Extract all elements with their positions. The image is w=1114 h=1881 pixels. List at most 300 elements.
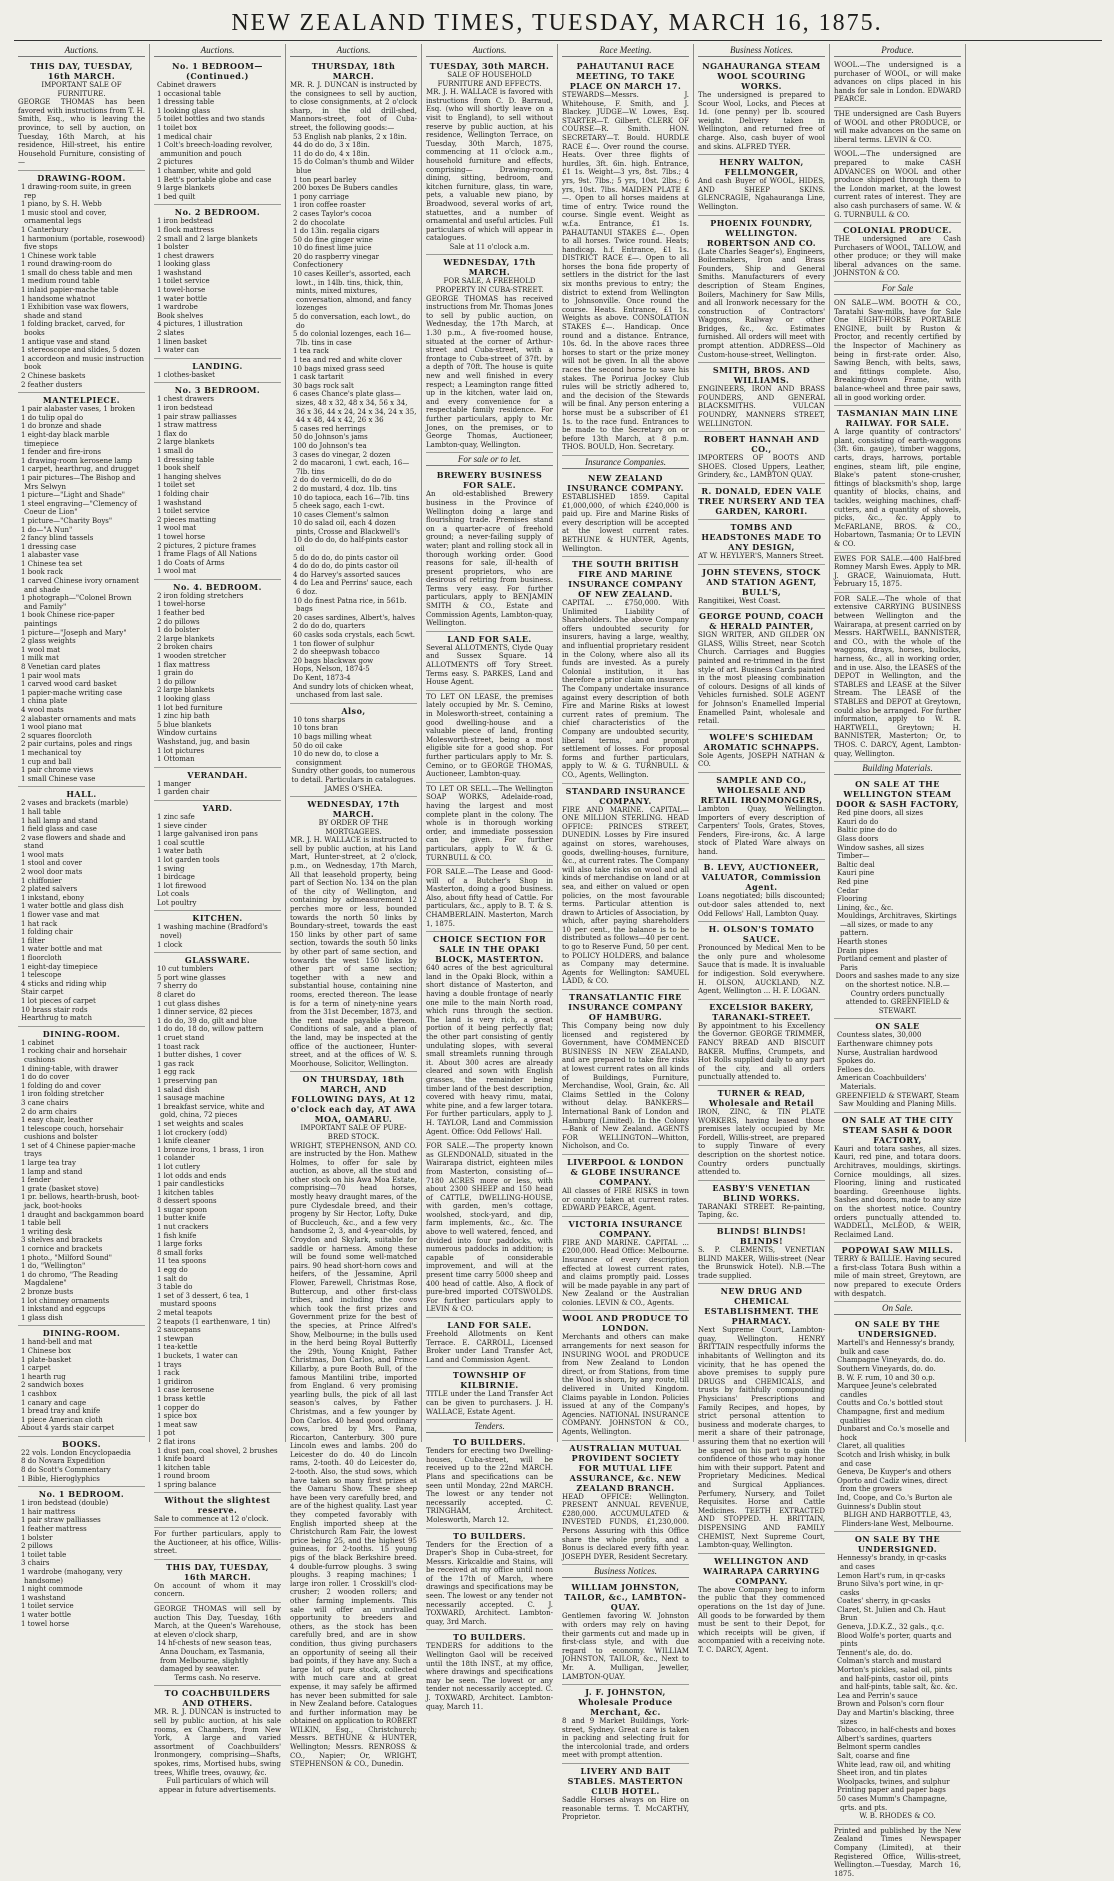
list-item: 1 harmonium (portable, rosewood) five stops xyxy=(21,234,145,252)
ad-body: FOR SALE.—The whole of that extensive CARRYING BUSINESS between Wellington and the Wairarapa, at present carried on by Messrs. HARTWELL, BANNISTER, and CO., with the whole of the waggons, drays, horses, bullocks, harness, &c., all in working order, and in use. Also, the LEASES of the DEPOT in Wellington, and the STABLES and LEASE at the Silver Stream. The LEASE of the STABLES and DEPOT at Greytown, could also be arranged. For further information, apply to W. R. HARTWELL, Greytown; H. BANNISTER, Masterton; Or, to THOS. C. DARCY, Agent, Lambton-quay, Wellington. xyxy=(834,594,961,758)
list-item: 10 cut tumblers xyxy=(157,965,214,974)
list-item: Lea and Perrin's sauce xyxy=(837,1691,918,1700)
list-item: 1 night commode xyxy=(21,1585,83,1594)
list-item: 1 do do, 39 do, gilt and blue xyxy=(157,1016,257,1025)
advertisement xyxy=(698,1086,825,1181)
list-item: 1 birdcage xyxy=(157,873,195,882)
list-item: Colman's starch and mustard xyxy=(837,1657,942,1666)
list-item: 1 alabaster vase xyxy=(21,551,79,560)
list-item: 1 do do, 18 do, willow pattern xyxy=(157,1025,264,1034)
list-item: 60 casks soda crystals, each 5cwt. xyxy=(293,631,416,639)
list-item: 1 carpet xyxy=(21,1364,51,1373)
list-item: Washstand, jug, and basin xyxy=(157,737,250,746)
list-item: 1 papier-mache writing case xyxy=(21,688,123,697)
advertisement xyxy=(834,406,961,552)
section-heading: Tenders. xyxy=(426,1420,553,1433)
list-item: Window curtains xyxy=(157,729,217,738)
list-item: 53 English nab planks, 2 x 18in. xyxy=(293,132,407,141)
list-item: Claret, all qualities xyxy=(837,1442,905,1451)
list-item: 1 toast rack xyxy=(157,1042,200,1051)
list-item: Do Kent, 1873-4 xyxy=(293,673,351,682)
list-item: Claret, St. Julien and Ch. Haut Brun xyxy=(837,1605,946,1623)
advertisement xyxy=(562,784,689,990)
advertisement xyxy=(562,990,689,1155)
list-item: 1 water bottle and mat xyxy=(21,945,103,954)
list-item: 1 telescope couch, horsehair cushions and bolster xyxy=(21,1124,124,1142)
list-item: 1 lot chimney ornaments xyxy=(21,1296,110,1305)
list-item: 1 small Chinese vase xyxy=(21,774,96,783)
advertisement xyxy=(290,797,417,1072)
list-item: Spokes do. xyxy=(837,1057,876,1066)
list-item: 1 linen basket xyxy=(157,337,207,346)
list-item: 1 lot odds and ends xyxy=(157,1171,227,1180)
list-item: About 4 yards stair carpet xyxy=(21,1424,115,1433)
list-item: 1 folding bracket, carved, for books xyxy=(21,320,125,338)
ad-title: TUESDAY, 30th MARCH. xyxy=(429,61,550,71)
section-heading: Business Notices. xyxy=(698,44,825,57)
ad-subtitle: BY ORDER OF THE MORTGAGEES. xyxy=(318,819,389,836)
ad-title: STANDARD INSURANCE COMPANY. xyxy=(565,785,686,806)
list-item: 1 brass kettle xyxy=(157,1394,206,1403)
list-item: 1 butter dishes, 1 cover xyxy=(157,1051,242,1060)
ad-body: This Company being now duly licensed and registered by Government, have COMMENCED BUSINESS IN NEW ZEALAND, and are prepared to take fire risks at lowest current rates on all kinds of Buildings, Furniture, Merchandise, Wool, Grain, &c. All Claims Settled in the Colony without delay. BANKERS—International Bank of London and Hamburg (Limited). In the Colony—Bank of New Zealand. AGENTS FOR WELLINGTON—Whitton, Nicholson, and Co. xyxy=(562,1022,689,1151)
list-item: 10 do finest Patna rice, in 561b. bags xyxy=(293,596,407,614)
ad-body: Lambton Quay, Wellington. Importers of every description of Carpenters' Tools, Grates, Stoves, Fenders, Fire-irons, &c. A large stock of Plated Ware always on hand. xyxy=(698,804,825,856)
ad-body: STEWARDS—Messrs. J. Whitehouse, F. Smith, and J. Blackey. JUDGE—W. Lowes, Esq. STARTER—T. Gilbert. CLERK OF COURSE—R. Smith. HON. SECRETARY—T. Bould. HURDLE RACE £—. Over round the course. Heats. Over three flights of hurdles, 3ft. 6in. high. Entrance, £1 1s. Weight—3 yrs, 8st. 7lbs.; 4 yrs, 9st. 7lbs.; 5 yrs, 10st. 2lbs.; 6 yrs, 10st. 7lbs. MAIDEN PLATE £—. Open to all horses maidens at time of entry. Twice round the course. Single event. Weight as w.f.a. Entrance, £1 1s. PAHAUTANUI STAKES £—. Open to all horses. Twice round. Heats; handicap. h.f. Entrance, £1 1s. DISTRICT RACE £—. Open to all horses the bona fide property of settlers in the district for the last six months previous to entry; the district to extend from Wellington to Johnsonville. Once round the course. Heats. Entrance, £1 1s. Weights as above. CONSOLATION STAKES £—. Handicap. Once round and a distance. Entrance, 10s. 6d. In the above races three horses to start or the prize money will not be given. In all the above races the second horse to save his stakes. The Porirua Jockey Club rules will be strictly adhered to, and the decision of the Stewards will be final. Any person entering a horse must be a subscriber of £1 1s. to the race fund. Entrances to be made to the Secretary on or before 13th March, at 8 p.m. THOS. BOULD, Hon. Secretary. xyxy=(562,91,689,452)
section-heading: Auctions. xyxy=(426,44,553,57)
list-item: 2 do arm chairs xyxy=(21,1107,77,1116)
list-item: 10 do do do, do half-pints castor oil xyxy=(293,536,408,554)
list-item: 1 inkstand, ebony xyxy=(21,893,84,902)
list-item: 1 filter xyxy=(21,936,45,945)
list-item: 2 do do do, quarters xyxy=(293,622,366,631)
ad-title: THIS DAY, TUESDAY, 16th MARCH. xyxy=(166,1561,269,1582)
list-item: 1 accordeon and music instruction book xyxy=(21,354,145,372)
list-item: 8 do Scott's Commentary xyxy=(21,1466,111,1475)
list-item: 50 do fine ginger wine xyxy=(293,235,373,244)
section-heading: On Sale. xyxy=(834,1302,961,1315)
list-item: White lead, raw oil, and whiting xyxy=(837,1760,951,1769)
list-item: 1 zinc hip bath xyxy=(157,712,210,721)
list-item: 1 stereoscope and slides, 5 dozen xyxy=(21,346,141,355)
ad-title: WOOL AND PRODUCE TO LONDON. xyxy=(562,1313,689,1334)
advertisement xyxy=(154,59,281,205)
list-item: Kauri pine xyxy=(837,869,875,878)
ad-body: MR. J. H. WALLACE is instructed to sell by public auction, at his Land Mart, Hunter-street, at 2 o'clock, p.m., on Wednesday, 17th March, All that leasehold property, being part of Section No. 134 on the plan of the city of Wellington, and containing by admeasurement 12 perches more or less, bounded towards the north 50 links by Boundary-street, towards the east 150 links by other part of same section, towards the south 50 links by other part of same section, and towards the west 150 links by other part of same section; together with a new and substantial house, containing nine rooms, erected thereon. The lease is for a term of ninety-nine years from the 31st December, 1873, and the rent made payable thereon. Conditions of sale, and a plan of the land, may be inspected at the office of the auctioneer, Hunter-street, and at the offices of W. S. Moorhouse, Solicitor, Wellington. xyxy=(290,836,417,1068)
advertisement xyxy=(426,1368,553,1420)
advertisement xyxy=(834,148,961,223)
ad-body: IRON, ZINC, & TIN PLATE WORKERS, having leased those premises lately occupied by Mr. Fordell, Willis-street, are prepared to supply Tinware of every description on the shortest notice. Country orders punctually attended to. xyxy=(698,1107,825,1177)
list-item: Lemon Hart's rum, in qr-casks xyxy=(837,1571,946,1580)
list-item: 5 toilet bottles and two stands xyxy=(157,115,265,124)
list-item: 1 fish knife xyxy=(157,1231,197,1240)
list-item: 1 bed quilt xyxy=(157,192,196,201)
list-item: 50 cases Mumm's Champagne, qrts. and pts. xyxy=(837,1794,948,1812)
list-item: 2 bronze busts xyxy=(21,1287,74,1296)
column xyxy=(830,44,966,1878)
list-item: Marquee Jeune's celebrated candles xyxy=(837,1382,937,1399)
list-item: 1 salt do xyxy=(157,1274,188,1283)
list-item: 1 water bottle xyxy=(157,294,208,303)
ad-body: Merchants and others can make arrangements for next season for INSURING WOOL and PRODUCE from New Zealand to London direct, or from Stations, from time the Wool is shorn, by any route, till delivered in United Kingdom. Claims payable in London. Policies issued at any of the Company's Agencies. NATIONAL INSURANCE COMPANY. JOHNSTON & CO., Agents, Wellington. xyxy=(562,1333,689,1436)
list-item: 1 spice box xyxy=(157,1412,197,1421)
advertisement xyxy=(18,787,145,1026)
ad-body: GEORGE THOMAS will sell by auction This Day, Tuesday, 16th March, at the Queen's Warehouse, at eleven o'clock sharp, xyxy=(154,1605,281,1639)
ad-title: No. 1 BEDROOM—(Continued.) xyxy=(172,61,263,81)
ad-body: HEAD OFFICE: Wellington. PRESENT ANNUAL REVENUE, £280,000. ACCUMULATED & INVESTED FUNDS, £1,230,000. Persons Assuring with this Office share the whole profits, and a Bonus is declared every fifth year. JOSEPH DYER, Resident Secretary. xyxy=(562,1492,689,1561)
list-item: Guinness's Dublin stout xyxy=(837,1502,922,1511)
list-item: 2 broken chairs xyxy=(157,643,213,652)
list-item: 1 dinner service, 82 pieces xyxy=(157,1008,253,1017)
list-item: 8 Venetian card plates xyxy=(21,663,101,671)
list-item: 1 lot bed furniture xyxy=(157,703,223,712)
list-item: 1 pair wool mats xyxy=(21,671,81,680)
list-item: 1 stool and cover xyxy=(21,859,82,868)
list-item: And sundry lots of chicken wheat, unchased from last sale. xyxy=(293,682,414,700)
list-item: 2 small and 2 large blankets xyxy=(157,234,258,243)
list-item: Woolpacks, twines, and sulphur xyxy=(837,1777,950,1786)
advertisement xyxy=(154,768,281,801)
ad-footer: Sale at 11 o'clock a.m. xyxy=(449,242,530,251)
list-item: 2 Chinese baskets xyxy=(21,372,86,380)
advertisement xyxy=(698,773,825,861)
ad-title: VERANDAH. xyxy=(187,769,248,780)
list-item: 1 fender and fire-irons xyxy=(21,448,101,457)
list-item: 10 bags milling wheat xyxy=(293,732,372,741)
list-item: 1 wool mat xyxy=(157,524,197,533)
list-item: 1 tea-kettle xyxy=(157,1343,198,1352)
list-item: 1 wardrobe xyxy=(157,303,198,312)
list-item: Nurse, Australian hardwood xyxy=(837,1048,938,1057)
ad-body: ENGINEERS, IRON AND BRASS FOUNDERS, AND GENERAL BLACKSMITHS. VULCAN FOUNDRY, MANNERS STREET, WELLINGTON. xyxy=(698,385,825,428)
list-item: 10 do new do, to close a consignment xyxy=(293,750,379,767)
list-item: 1 round broom xyxy=(157,1472,210,1481)
list-item: 1 medical chair xyxy=(157,132,212,141)
advertisement xyxy=(698,860,825,922)
list-item: 1 water bath xyxy=(157,847,203,856)
list-item: 1 floorcloth xyxy=(21,954,62,962)
ad-title: THURSDAY, 18th MARCH. xyxy=(311,61,396,81)
advertisement xyxy=(154,1493,281,1528)
list-item: 1 lot garden tools xyxy=(157,855,220,864)
list-item: 1 chest drawers xyxy=(157,395,214,404)
list-item: Hops, Nelson, 1874-5 xyxy=(293,665,370,674)
list-item: 1 dressing case xyxy=(21,542,77,551)
list-item: 1 egg rack xyxy=(157,1068,195,1077)
list-item: 1 iron bedstead (double) xyxy=(21,1499,109,1508)
ad-body: FOR SALE.—The property known as GLENDONALD, situated in the Wairarapa district, eighteen miles from Masterton, consisting of—7180 ACRES more or less, with about 2300 SHEEP and 150 head of CATTLE, DWELLING-HOUSE, with garden, men's cottage, woolshed, stock-yard, and dip, farm implements, &c., &c. The above to well watered, fenced, and divided into four paddocks, with numerous paddocks in addition; is capable of considerable improvement, and will at the present time carry 5000 sheep and 400 head of cattle. Also, A flock of pure-bred imported COTSWOLDS. For further particulars apply to LEVIN & CO. xyxy=(426,1142,553,1314)
advertisement xyxy=(834,297,961,406)
advertisement xyxy=(834,1825,961,1881)
advertisement xyxy=(290,704,417,797)
ad-body: FIRE AND MARINE. CAPITAL—ONE MILLION STERLING. HEAD OFFICE: PRINCES STREET, DUNEDIN. Losses by Fire insured against on stores, warehouses, goods, dwelling-houses, furniture, &c., at current rates. The Company will also take risks on wool and all kinds of merchandise on land or at sea, and either on valued or open policies, on the most favourable terms. Particular attention is drawn to Articles of Association, by which, after paying shareholders 10 per cent., the balance is to be distributed as follows—40 per cent. to go to Reserve Fund, 50 per cent. to POLICY HOLDERS, and balance as Company may determine. Agents for Wellington: SAMUEL LADD, & CO. xyxy=(562,805,689,986)
list-item: 1 book rack xyxy=(21,568,63,577)
list-item: 1 small do xyxy=(157,446,194,455)
advertisement xyxy=(562,1441,689,1566)
list-item: 1 kitchen tables xyxy=(157,1188,214,1197)
advertisement xyxy=(834,1019,961,1112)
list-item: 1 large tea tray xyxy=(21,1159,76,1168)
list-item: 5 port wine glasses xyxy=(157,973,226,982)
ad-title: H. OLSON'S TOMATO SAUCE. xyxy=(708,924,815,945)
list-item: 1 book shelf xyxy=(157,464,201,473)
list-item: 8 dessert spoons xyxy=(157,1197,217,1206)
advertisement xyxy=(562,1580,689,1685)
list-item: 2 glass weights xyxy=(21,637,76,646)
ad-title: DRAWING-ROOM. xyxy=(37,172,126,183)
list-item: 1 ton flower of sulphur xyxy=(293,639,375,648)
column xyxy=(286,44,422,1769)
list-item: Southern Vineyards, do. do. xyxy=(837,1365,936,1374)
list-item: 1 medium round table xyxy=(21,277,100,286)
advertisement xyxy=(698,1000,825,1086)
advertisement xyxy=(426,255,553,453)
masthead-rule xyxy=(14,40,1102,41)
advertisement xyxy=(698,520,825,565)
list-item: Kauri do do xyxy=(837,817,879,826)
list-item: 1 folding chair xyxy=(21,928,73,937)
list-item: 10 tons bran xyxy=(293,724,338,733)
advertisement xyxy=(698,609,825,730)
ad-title: LANDING. xyxy=(192,360,243,371)
list-item: 1 do chromo, "The Reading Magdalene" xyxy=(21,1270,118,1288)
ad-body: TENDERS for additions to the Wellington Gaol will be received until the 18th INST., at my office, where drawings and specifications may be seen. The lowest or any tender not necessarily accepted. C. J. TOXWARD, Architect. Lambton-quay, March 11. xyxy=(426,1642,553,1711)
list-item: 10 tons sharps xyxy=(293,715,346,724)
ad-body: GEORGE THOMAS has been favored with instructions from T. H. Smith, Esq., who is leaving the province, to sell by auction, on Tuesday, 16th March, at his residence, Hill-street, his entire Household Furniture, consisting of— xyxy=(18,98,145,167)
list-item: 1 trays xyxy=(157,1360,182,1369)
ad-body: WRIGHT, STEPHENSON, AND CO. are instructed by the Hon. Mathew Holmes, to offer for sale by auction, as above, all the stud and other stock on his Awa Moa Estate, comprising—70 head horses, mostly heavy draught mares, of the pure Clydesdale breed, and their progeny by Sir Hector, Lofty, Duke of Buccleuch, &c., and a few very handsome 2, 3, and 4-year-olds, by Croydon and Skylark, suitable for saddle or harness. Among these will be found some well-matched pairs. 90 head short-horn cows and heifers, of the Jessamine, April Flower, Farewell, Christmas Rose, Buttercup, and other first-class tribes, and including the cows which took the first prizes and Government prize for the best of the species, at Prince Alfred's Show, Melbourne; in the bulls used in the herd being Royal Butterfly the 29th, Young Knight, Father Christmas, Don Carlos, and Prince Killarby, a pure Booth Bull, of the famous Mantilini tribe, imported from England. 6 very promising yearling bulls, the pick of all last season's calves, by Father Christmas, and a few younger by Don Carlos. 40 head good ordinary cows, bred by Mrs. Pama, Riccarton, Canterbury. 300 pure Lincoln ewes and lambs. 200 do Leicester do do. 40 do Lincoln rams, 2-tooth. 40 do Leicester do, 2-tooth. Also, the stud sows, which have taken so many first prizes at the Oamaru Show. These sheep have been very carefully bred, and are of the highest quality. Last year they competed favorably with English imported sheep at the Christchurch Ram Fair, the lowest price being 25, and the highest 95 guineas, for 2-tooths. 15 young pigs of the black Berkshire breed. 4 double-furrow ploughs. 3 swing ploughs. 3 reaping machines; 1 large iron roller. 1 Crosskill's clod-crusher; 2 wooden rollers; and other farming implements. This sale will offer an unrivalled opportunity to breeders and others, as the stock has been carefully bred, and are in show condition, thus giving purchasers an opportunity of seeing all their bad points, if they have any. Such a large lot of pure stock, collected with much care and at great expense, it may safely be affirmed has never been submitted for sale in New Zealand before. Catalogues and further information may be obtained on application to ROBERT WILKIN, Esq., Christchurch; Messrs. BETHUNE & HUNTER, Wellington; Messrs. RENROSS & CO., Napier; Or, WRIGHT, STEPHENSON & CO., Dunedin. xyxy=(290,1141,417,1769)
list-item: Oporto and Cadiz wines, direct from the growers xyxy=(837,1476,948,1494)
ad-title: THE SOUTH BRITISH FIRE AND MARINE INSURANCE COMPANY OF NEW ZEALAND. xyxy=(568,559,683,600)
list-item: 50 do Johnson's jams xyxy=(293,433,368,442)
list-item: Hearthrug to match xyxy=(21,1014,92,1023)
ad-body: Sole Agents, JOSEPH NATHAN & CO. xyxy=(698,751,825,769)
list-item: 1 salad dish xyxy=(157,1085,200,1094)
ad-body: TO LET ON LEASE, the premises lately occupied by Mr. S. Cemino, in Molesworth-street, containing a good dwelling-house and a valuable piece of land, fronting Molesworth-street, being a most eligible site for a good shop. For further particulars apply to Mr. S. Cemino, or to GEORGE THOMAS, Auctioneer, Lambton-quay. xyxy=(426,692,553,779)
list-item: 1 drawing-room suite, in green rep xyxy=(21,182,132,200)
ad-title: PHOENIX FOUNDRY, WELLINGTON. ROBERTSON AND CO. xyxy=(706,217,817,248)
list-item: 1 flower vase and mat xyxy=(21,911,100,920)
list-item: 1 antique vase and stand xyxy=(21,337,110,346)
section-heading: Produce. xyxy=(834,44,961,57)
list-item: Champagne Vineyards, do. do. xyxy=(837,1356,946,1365)
list-item: 1 meat saw xyxy=(157,1420,198,1429)
ad-title: SMITH, BROS. AND WILLIAMS. xyxy=(712,365,811,386)
ad-title: No. 3 BEDROOM. xyxy=(174,385,261,396)
list-item: 1 carpet, hearthrug, and drugget xyxy=(21,465,139,474)
list-item: 1 washstand xyxy=(157,268,202,277)
list-item: 1 feather mattress xyxy=(21,1525,87,1534)
list-item: 1 breakfast service, white and gold, china, 72 pieces xyxy=(157,1102,265,1120)
advertisement xyxy=(698,59,825,155)
list-item: 1 sieve cinder xyxy=(157,821,207,830)
list-item: Drain pipes xyxy=(837,946,879,955)
column xyxy=(558,44,694,1822)
advertisement xyxy=(426,1630,553,1714)
list-item: 1 washing machine (Bradford's novel) xyxy=(157,923,268,941)
ad-body: TO LET OR SELL.—The Wellington SOAP WORKS, Adelaide-road, having the largest and most complete plant in the colony. The whole is in thorough working order, and immediate possession can be given. For further particulars, apply to W. & G. TURNBULL & CO. xyxy=(426,784,553,862)
list-item: 1 towel horse xyxy=(21,1619,70,1628)
list-item: 1 draught and backgammon board xyxy=(21,1210,144,1219)
advertisement xyxy=(154,205,281,359)
list-item: 3 shelves and brackets xyxy=(21,1236,103,1245)
list-item: Tennent's ale, do. do. xyxy=(837,1648,913,1657)
advertisement xyxy=(562,1155,689,1217)
list-item: 6 cases Chance's plate glass—sizes, 48 x 32, 48 x 34, 56 x 34, 36 x 36, 44 x 24, 24 x 34, 24 x 35, 44 x 48, 44 x 42, 26 x 36 xyxy=(293,390,417,425)
ad-title: DINING-ROOM. xyxy=(42,1028,121,1039)
ad-body: Several ALLOTMENTS, Clyde Quay and Sussex Square. 14 ALLOTMENTS off Tory Street. Terms easy. S. PARKES, Land and House Agent. xyxy=(426,643,553,687)
list-item: Champagne, first and medium qualities xyxy=(837,1408,945,1425)
list-item: 1 water bottle xyxy=(21,1610,72,1619)
list-item: 2 do do vermicelli, do do do xyxy=(293,476,392,485)
advertisement xyxy=(426,866,553,932)
list-item: 1 small do chess table and men xyxy=(21,268,133,277)
list-item: 1 toilet service xyxy=(157,507,210,516)
ad-title: YARD. xyxy=(202,802,233,813)
list-item: 1 wool mat xyxy=(21,645,61,654)
ad-title: WOLFE'S SCHIEDAM AROMATIC SCHNAPPS. xyxy=(703,731,820,752)
section-heading: For sale or to let. xyxy=(426,453,553,466)
list-item: 1 chamber, white and gold xyxy=(157,166,252,175)
ad-body: By appointment to his Excellency the Governor. GEORGE TRIMMER, FANCY BREAD AND BISCUIT BAKER. Muffins, Crumpets, and Hot Rolls supplied daily to any part of the city, and all orders punctually attended to. xyxy=(698,1021,825,1082)
list-item: 1 lot cutlery xyxy=(157,1162,201,1171)
ad-title: No. 1 BEDROOM. xyxy=(38,1489,125,1500)
advertisement xyxy=(562,557,689,783)
advertisement xyxy=(426,1140,553,1318)
list-item: 2 pictures, 2 picture frames xyxy=(157,541,257,550)
list-item: 50 do oil cake xyxy=(293,741,343,750)
ad-title: J. F. JOHNSTON, Wholesale Produce Merchant, &c. xyxy=(578,1687,673,1718)
ad-body: The undersigned is prepared to Scour Wool, Locks, and Pieces at 1d. (one penny) per lb. scoured weight. Delivery taken in Wellington, and returned free of charge. Also, cash buyer of wool and skins. ALFRED TYER. xyxy=(698,91,825,151)
column xyxy=(150,44,286,1794)
ad-footer: Sundry other goods, too numerous to detail. Particulars in catalogues. JAMES O'SHEA. xyxy=(291,767,416,793)
list-item: Lining, &c., &c. xyxy=(837,903,894,912)
list-item: 2 feather dusters xyxy=(21,380,83,389)
list-item: 8 do Novara Expedition xyxy=(21,1457,105,1466)
advertisement xyxy=(426,1529,553,1631)
list-item: 1 cask tartarit xyxy=(293,373,344,382)
ad-title: EASBY'S VENETIAN BLIND WORKS. xyxy=(712,1182,811,1203)
ad-title: WILLIAM JOHNSTON, TAILOR, &c., LAMBTON-QUAY. xyxy=(564,1582,687,1613)
list-item: 1 handsome whatnot xyxy=(21,294,96,303)
list-item: 1 chest drawers xyxy=(157,251,214,260)
ad-title: TO BUILDERS. xyxy=(453,1437,526,1448)
list-item: 1 dust pan, coal shovel, 2 brushes xyxy=(157,1446,278,1455)
list-item: 1 feather bed xyxy=(157,609,205,618)
list-item: 2 slates xyxy=(157,329,185,338)
list-item: 1 large galvanised iron pans xyxy=(157,830,258,839)
list-item: 1 pair straw palliasses xyxy=(21,1516,101,1525)
list-item: Tobacco, in half-chests and boxes xyxy=(837,1726,956,1735)
list-item: 2 plated salvers xyxy=(21,885,78,894)
list-item: 30 bags rock salt xyxy=(293,381,354,390)
list-item: Printing paper and paper bags xyxy=(837,1786,946,1795)
ad-footer: GREENFIELD & STEWART, Steam Saw Moulding and Planing Mills. xyxy=(835,1091,960,1109)
advertisement xyxy=(154,580,281,768)
ad-title: AUSTRALIAN MUTUAL PROVIDENT SOCIETY FOR MUTUAL LIFE ASSURANCE, &c. NEW ZEALAND BRANCH. xyxy=(569,1442,682,1493)
advertisement xyxy=(154,911,281,953)
list-item: 1 rack xyxy=(157,1369,180,1378)
list-item: 1 looking glass xyxy=(157,260,211,269)
list-item: 5 do colonial lozenges, each 16—7lb. tins in case xyxy=(293,330,411,347)
advertisement xyxy=(154,953,281,1493)
ad-body: TERRY & BAILLIE. Having secured a first-class Totara Bush within a mile of main street, Greytown, are now prepared to execute Orders with despatch. xyxy=(834,1255,961,1298)
list-item: 9 large blankets xyxy=(157,184,215,193)
ad-title: TO COACHBUILDERS AND OTHERS. xyxy=(164,1688,271,1709)
list-item: 1 do pillow xyxy=(157,677,197,686)
list-item: 10 brass stair rods xyxy=(21,1005,88,1014)
list-item: 1 fender xyxy=(21,1176,51,1185)
list-item: Hennessy's brandy, in qr-casks and cases xyxy=(837,1554,947,1571)
ad-body: Pronounced by Medical Men to be the only pure and wholesome Sauce that is made. It is invaluable for indigestion. Sold everywhere. H. OLSON, AUCKLAND, N.Z. Agent, Wellington ... H. F. LOGAN. xyxy=(698,944,825,996)
list-item: 1 table bell xyxy=(21,1219,61,1228)
list-item: 1 toilet service xyxy=(21,1602,74,1611)
ad-title: GLASSWARE. xyxy=(184,955,251,966)
list-item: 22 vols. London Encyclopaedia xyxy=(21,1448,131,1457)
ad-footer: Doors and sashes made to any size on the shortest notice. N.B.—Country orders punctually attended to. GREENFIELD & STEWART. xyxy=(835,972,960,1015)
ad-title: KITCHEN. xyxy=(192,913,243,924)
list-item: 1 Bett's portable globe and case xyxy=(157,175,272,184)
advertisement xyxy=(834,1532,961,1824)
list-item: 8 claret do xyxy=(157,991,196,1000)
list-item: 15 do Colman's thumb and Wilder blue xyxy=(293,158,415,175)
list-item: 2 saucepans xyxy=(157,1326,201,1335)
list-item: Morton's pickles, salad oil, pints and half-pints, castor oil, pints and half-pints, table salt, &c. &c. xyxy=(837,1666,958,1692)
list-item: 1 Ottoman xyxy=(157,755,195,764)
list-item: 1 zinc safe xyxy=(157,812,195,821)
ad-title: TOMBS AND HEADSTONES MADE TO ANY DESIGN, xyxy=(701,522,822,552)
ad-subtitle: IMPORTANT SALE OF FURNITURE. xyxy=(41,81,122,98)
list-item: 4 do Harvey's assorted sauces xyxy=(293,570,401,579)
list-item: 1 nut crackers xyxy=(157,1223,209,1232)
list-item: 1 picture—"Charity Boys" xyxy=(21,516,113,525)
list-item: 1 pair alabaster vases, 1 broken xyxy=(21,405,136,414)
list-item: 1 flock mattress xyxy=(157,225,215,234)
ad-body: CAPITAL ... £750,000. With Unlimited Liability of Shareholders. The above Company offers undoubted security for insurers, having a large, wealthy, and influential proprietary resident in the Colony, where also all its funds are invested. As a purely Colonial institution, it has therefore a prior claim on insurers. The Company undertake insurance against every description of both Fire and Marine Risks at lowest current rates of premium. The chief characteristics of the Company are undoubted security, liberal terms, and prompt settlement of losses. For proposal forms and further particulars, apply to W. & G. TURNBULL & CO., Agents, Wellington. xyxy=(562,599,689,779)
list-item: 1 gridiron xyxy=(157,1377,193,1386)
list-item: 5 do conversation, each lowt., do do xyxy=(293,313,411,330)
list-item: 1 gas rack xyxy=(157,1059,194,1068)
list-item: 1 garden chair xyxy=(157,788,210,797)
list-item: 1 straw mattress xyxy=(157,421,217,430)
list-item: 4 do do do, do pints castor oil xyxy=(293,562,399,571)
ad-title: No. 4. BEDROOM. xyxy=(173,581,262,592)
ad-body: THE undersigned are Cash Purchasers of WOOL, TALLOW, and other produce; or they will make liberal advances on the same. JOHNSTON & CO. xyxy=(834,235,961,278)
list-item: Belmont sperm candles xyxy=(837,1743,921,1752)
list-item: Red pine xyxy=(837,877,869,886)
list-item: Salt, coarse and fine xyxy=(837,1751,910,1760)
list-item: 1 toilet table xyxy=(21,1550,67,1559)
advertisement xyxy=(426,932,553,1140)
list-item: 1 towel-horse xyxy=(157,600,206,609)
ad-title: MANTELPIECE. xyxy=(42,395,121,406)
advertisement xyxy=(562,1685,689,1764)
list-item: 1 pair chrome views xyxy=(21,766,94,775)
ad-title: WELLINGTON AND WAIRARAPA CARRYING COMPANY. xyxy=(703,1555,820,1586)
ad-body: Gentlemen favoring W. Johnston with orders may rely on having their garments cut and made up in first-class style, and with due regard to economy. WILLIAM JOHNSTON, TAILOR, &c., Next to Mr. A. Mulligan, Jeweller, LAMBTON-QUAY. xyxy=(562,1612,689,1681)
ad-title: CHOICE SECTION FOR SALE IN THE OPAKI BLOCK, MASTERTON. xyxy=(432,934,547,965)
advertisement xyxy=(154,1560,281,1603)
advertisement xyxy=(698,363,825,432)
list-item: 4 do Lea and Perrins' sauce, each 6 doz. xyxy=(293,579,413,597)
ad-footer: Terms cash. No reserve. xyxy=(174,1673,261,1682)
list-item: 2 teapots (1 earthenware, 1 tin) xyxy=(157,1317,271,1326)
list-item: 1 towel horse xyxy=(157,532,206,541)
ad-body: MR. R. J. DUNCAN is instructed to sell by public auction, at his sale rooms, ex Chambers, from New York, A large and varied assortment of Coachbuilders' Ironmongery, comprising—Shafts, spokes, rims, Mortised hubs, swing trees, Whifle trees, ovauwy, &c. xyxy=(154,1708,281,1777)
advertisement xyxy=(154,801,281,912)
list-item: 1 case kerosene xyxy=(157,1386,215,1395)
list-item: 1 preserving pan xyxy=(157,1076,218,1085)
